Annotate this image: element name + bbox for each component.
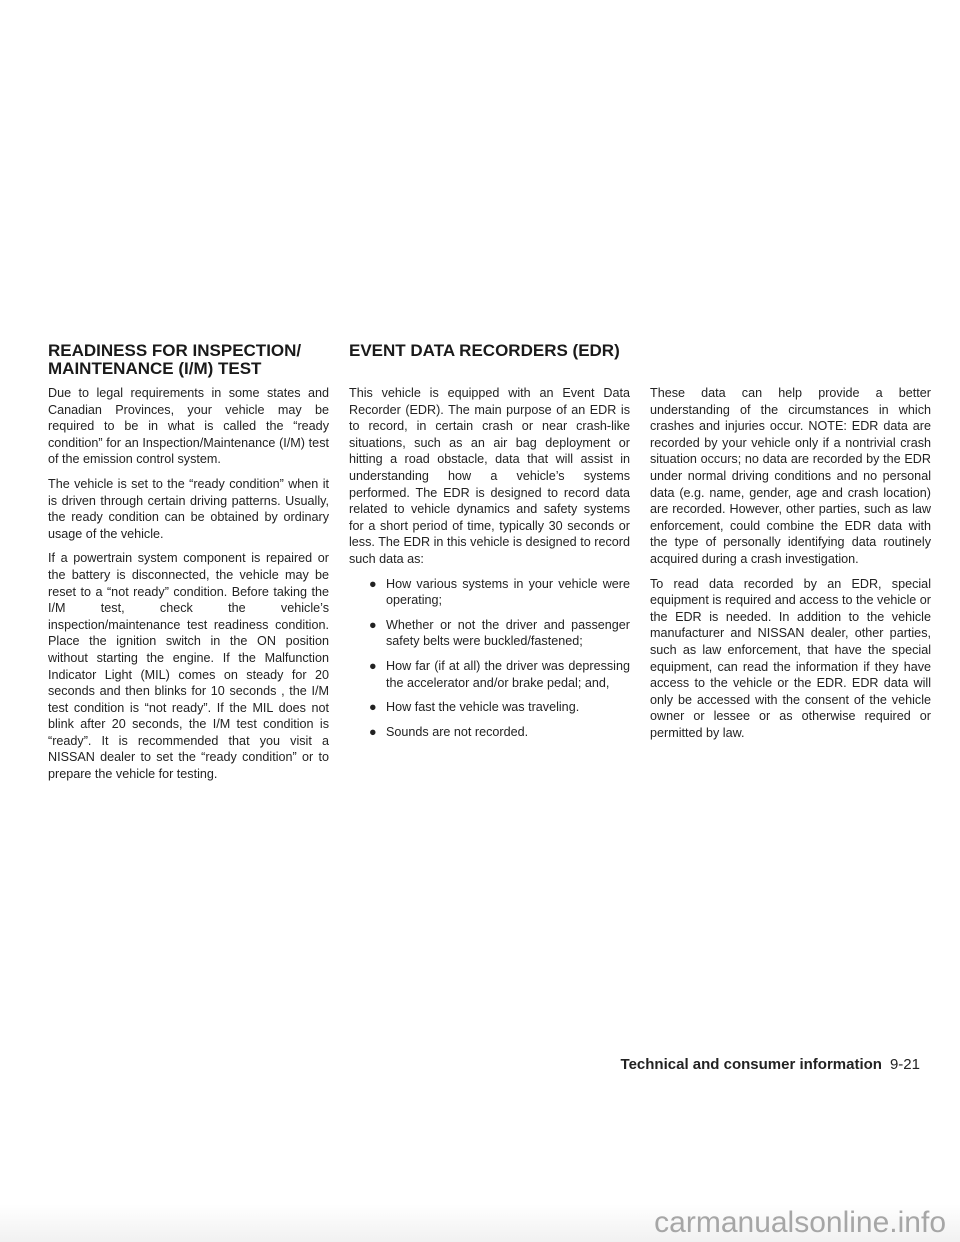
list-item: ● Whether or not the driver and passenger safety belts were buckled/fastened; [369, 617, 630, 649]
list-item: ● How fast the vehicle was traveling. [369, 700, 580, 715]
readiness-paragraph-2: The vehicle is set to the “ready condition” when it is driven through certain driving patterns. Usually, the ready condition can be obtained by ordinary usage of the vehicle. [48, 476, 329, 541]
edr-data-list [349, 576, 630, 741]
edr-paragraph-2: These data can help provide a better understanding of the circumstances in which crashes and injuries occur. NOTE: EDR data are recorded by your vehicle only if a nontrivial crash situation occurs; no data are recorded by the EDR under normal driving conditions and no personal data (e.g. name, gender, age and crash location) are recorded. However, other parties, such as law enforcement, could combine the EDR data with the type of personally identifying data routinely acquired during a crash investigation. [650, 386, 931, 566]
bullet-icon: ● [369, 658, 377, 673]
edr-column [349, 385, 630, 748]
readiness-paragraph-3: If a powertrain system component is repaired or the battery is disconnected, the vehicle may be reset to a “not ready” condition. Before taking the I/M test, check the vehicle’s inspection/maintenance test readiness condition. Place the ignition switch in the ON position without starting the engine. If the Malfunction Indicator Light (MIL) comes on steady for 20 seconds and then blinks for 10 seconds , the I/M test condition is “not ready”. If the MIL does not blink after 20 seconds, the I/M test condition is “ready”. It is recommended that you visit a NISSAN dealer to set the “ready condition” or to prepare the vehicle for testing. [48, 551, 329, 782]
readiness-paragraph-1: Due to legal requirements in some states and Canadian Provinces, your vehicle may be required to be in what is called the “ready condition” for an Inspection/Maintenance (I/M) test of the emission control system. [48, 386, 329, 467]
readiness-heading-line2: MAINTENANCE (I/M) TEST [48, 359, 262, 378]
watermark-strip [0, 1204, 960, 1242]
page-number: 9-21 [889, 1056, 920, 1073]
bullet-icon: ● [369, 576, 377, 591]
bullet-icon: ● [369, 617, 377, 632]
edr-heading: EVENT DATA RECORDERS (EDR) [349, 341, 620, 360]
list-item: ● How far (if at all) the driver was depressing the accelerator and/or brake pedal; and, [369, 658, 630, 690]
edr-paragraph-3: To read data recorded by an EDR, special equipment is required and access to the vehicle or the EDR is needed. In addition to the vehicle manufacturer and NISSAN dealer, other parties, such as law enforcement, that have the special equipment, can read the information if they have access to the vehicle or the EDR. EDR data will only be accessed with the consent of the vehicle owner or lessee or as otherwise required or permitted by law. [650, 576, 931, 740]
bullet-icon: ● [369, 700, 377, 715]
footer-section-title: Technical and consumer information [620, 1056, 882, 1073]
watermark-text: carmanualsonline.info [654, 1206, 946, 1239]
readiness-heading-line1: READINESS FOR INSPECTION/ [48, 341, 302, 360]
bullet-icon: ● [369, 724, 377, 739]
readiness-column [48, 385, 329, 791]
edr-intro-paragraph: This vehicle is equipped with an Event Data Recorder (EDR). The main purpose of an EDR is to record, in certain crash or near crash-like situations, such as an air bag deployment or hitting a road obstacle, data that will assist in understanding how a vehicle’s systems performed. The EDR is designed to record data related to vehicle dynamics and safety systems for a short period of time, typically 30 seconds or less. The EDR in this vehicle is designed to record such data as: [349, 386, 630, 566]
readiness-heading [48, 342, 348, 378]
list-item: ● How various systems in your vehicle were operating; [369, 576, 630, 608]
edr-continued-column [650, 385, 931, 749]
page-footer [620, 1056, 920, 1073]
list-item: ● Sounds are not recorded. [369, 724, 529, 739]
